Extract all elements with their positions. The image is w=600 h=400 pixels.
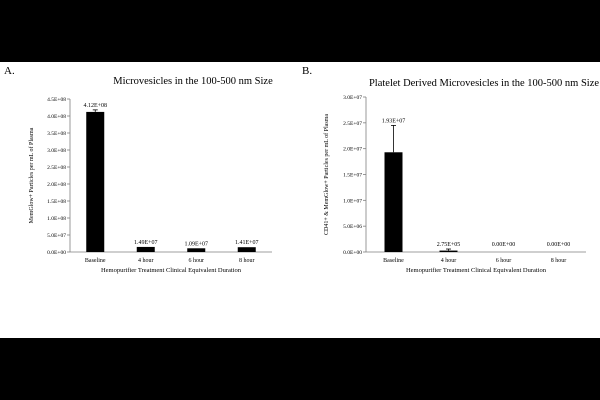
x-tick-label: 6 hour: [495, 258, 512, 264]
data-label: 1.41E+07: [234, 240, 259, 247]
x-tick-label: 8 hour: [550, 258, 567, 264]
x-tick-label: 4 hour: [440, 258, 457, 264]
data-label: 4.12E+08: [83, 102, 108, 109]
y-tick-label: 2.5E+07: [343, 120, 362, 127]
bar-baseline: [385, 152, 403, 252]
y-tick-label: 2.0E+08: [47, 182, 66, 188]
y-tick-label: 1.5E+07: [343, 172, 362, 179]
data-label: 0.00E+00: [546, 242, 571, 248]
data-label: 0.00E+00: [491, 242, 516, 248]
x-axis-label: Hemopurifier Treatment Clinical Equivalent Duration: [405, 267, 547, 274]
y-tick-label: 2.5E+08: [47, 165, 66, 171]
chart-title: Platelet Derived Microvesicles in the 100-500 nm Size: [368, 78, 600, 89]
y-axis-label: CD41+ & MemGlow+ Particles per mL of Plasma: [324, 113, 330, 236]
chart-title: Microvesicles in the 100-500 nm Size: [113, 76, 273, 87]
x-tick-label: 4 hour: [138, 258, 154, 264]
y-tick-label: 5.0E+06: [343, 224, 362, 231]
panel-label: A.: [4, 65, 15, 77]
y-tick-label: 5.0E+07: [47, 233, 66, 239]
x-tick-label: 6 hour: [188, 258, 204, 264]
data-label: 1.93E+07: [381, 118, 406, 125]
y-tick-label: 2.0E+07: [343, 146, 362, 153]
y-tick-label: 4.0E+08: [47, 114, 66, 120]
bar-4-hour: [137, 247, 155, 252]
x-tick-label: 8 hour: [239, 258, 255, 264]
y-tick-label: 4.5E+08: [47, 97, 66, 103]
data-label: 1.49E+07: [133, 239, 158, 246]
bar-4-hour: [440, 251, 458, 252]
y-tick-label: 3.0E+07: [343, 95, 362, 101]
bar-baseline: [86, 112, 104, 252]
y-tick-label: 3.5E+08: [47, 131, 66, 137]
y-tick-label: 1.0E+08: [47, 216, 66, 222]
y-tick-label: 0.0E+00: [343, 250, 362, 256]
panel-label: B.: [302, 65, 313, 77]
x-tick-label: Baseline: [383, 258, 404, 264]
data-label: 2.75E+05: [436, 242, 461, 248]
y-axis-label: MemGlow+ Particles per mL of Plasma: [29, 127, 35, 224]
data-label: 1.09E+07: [184, 241, 209, 248]
x-axis-label: Hemopurifier Treatment Clinical Equivalent Duration: [100, 267, 242, 274]
y-tick-label: 3.0E+08: [47, 148, 66, 154]
x-tick-label: Baseline: [84, 258, 106, 264]
y-tick-label: 1.0E+07: [343, 198, 362, 205]
y-tick-label: 0.0E+00: [47, 250, 66, 256]
y-tick-label: 1.5E+08: [47, 199, 66, 205]
bar-6-hour: [187, 248, 205, 252]
bar-8-hour: [238, 247, 256, 252]
